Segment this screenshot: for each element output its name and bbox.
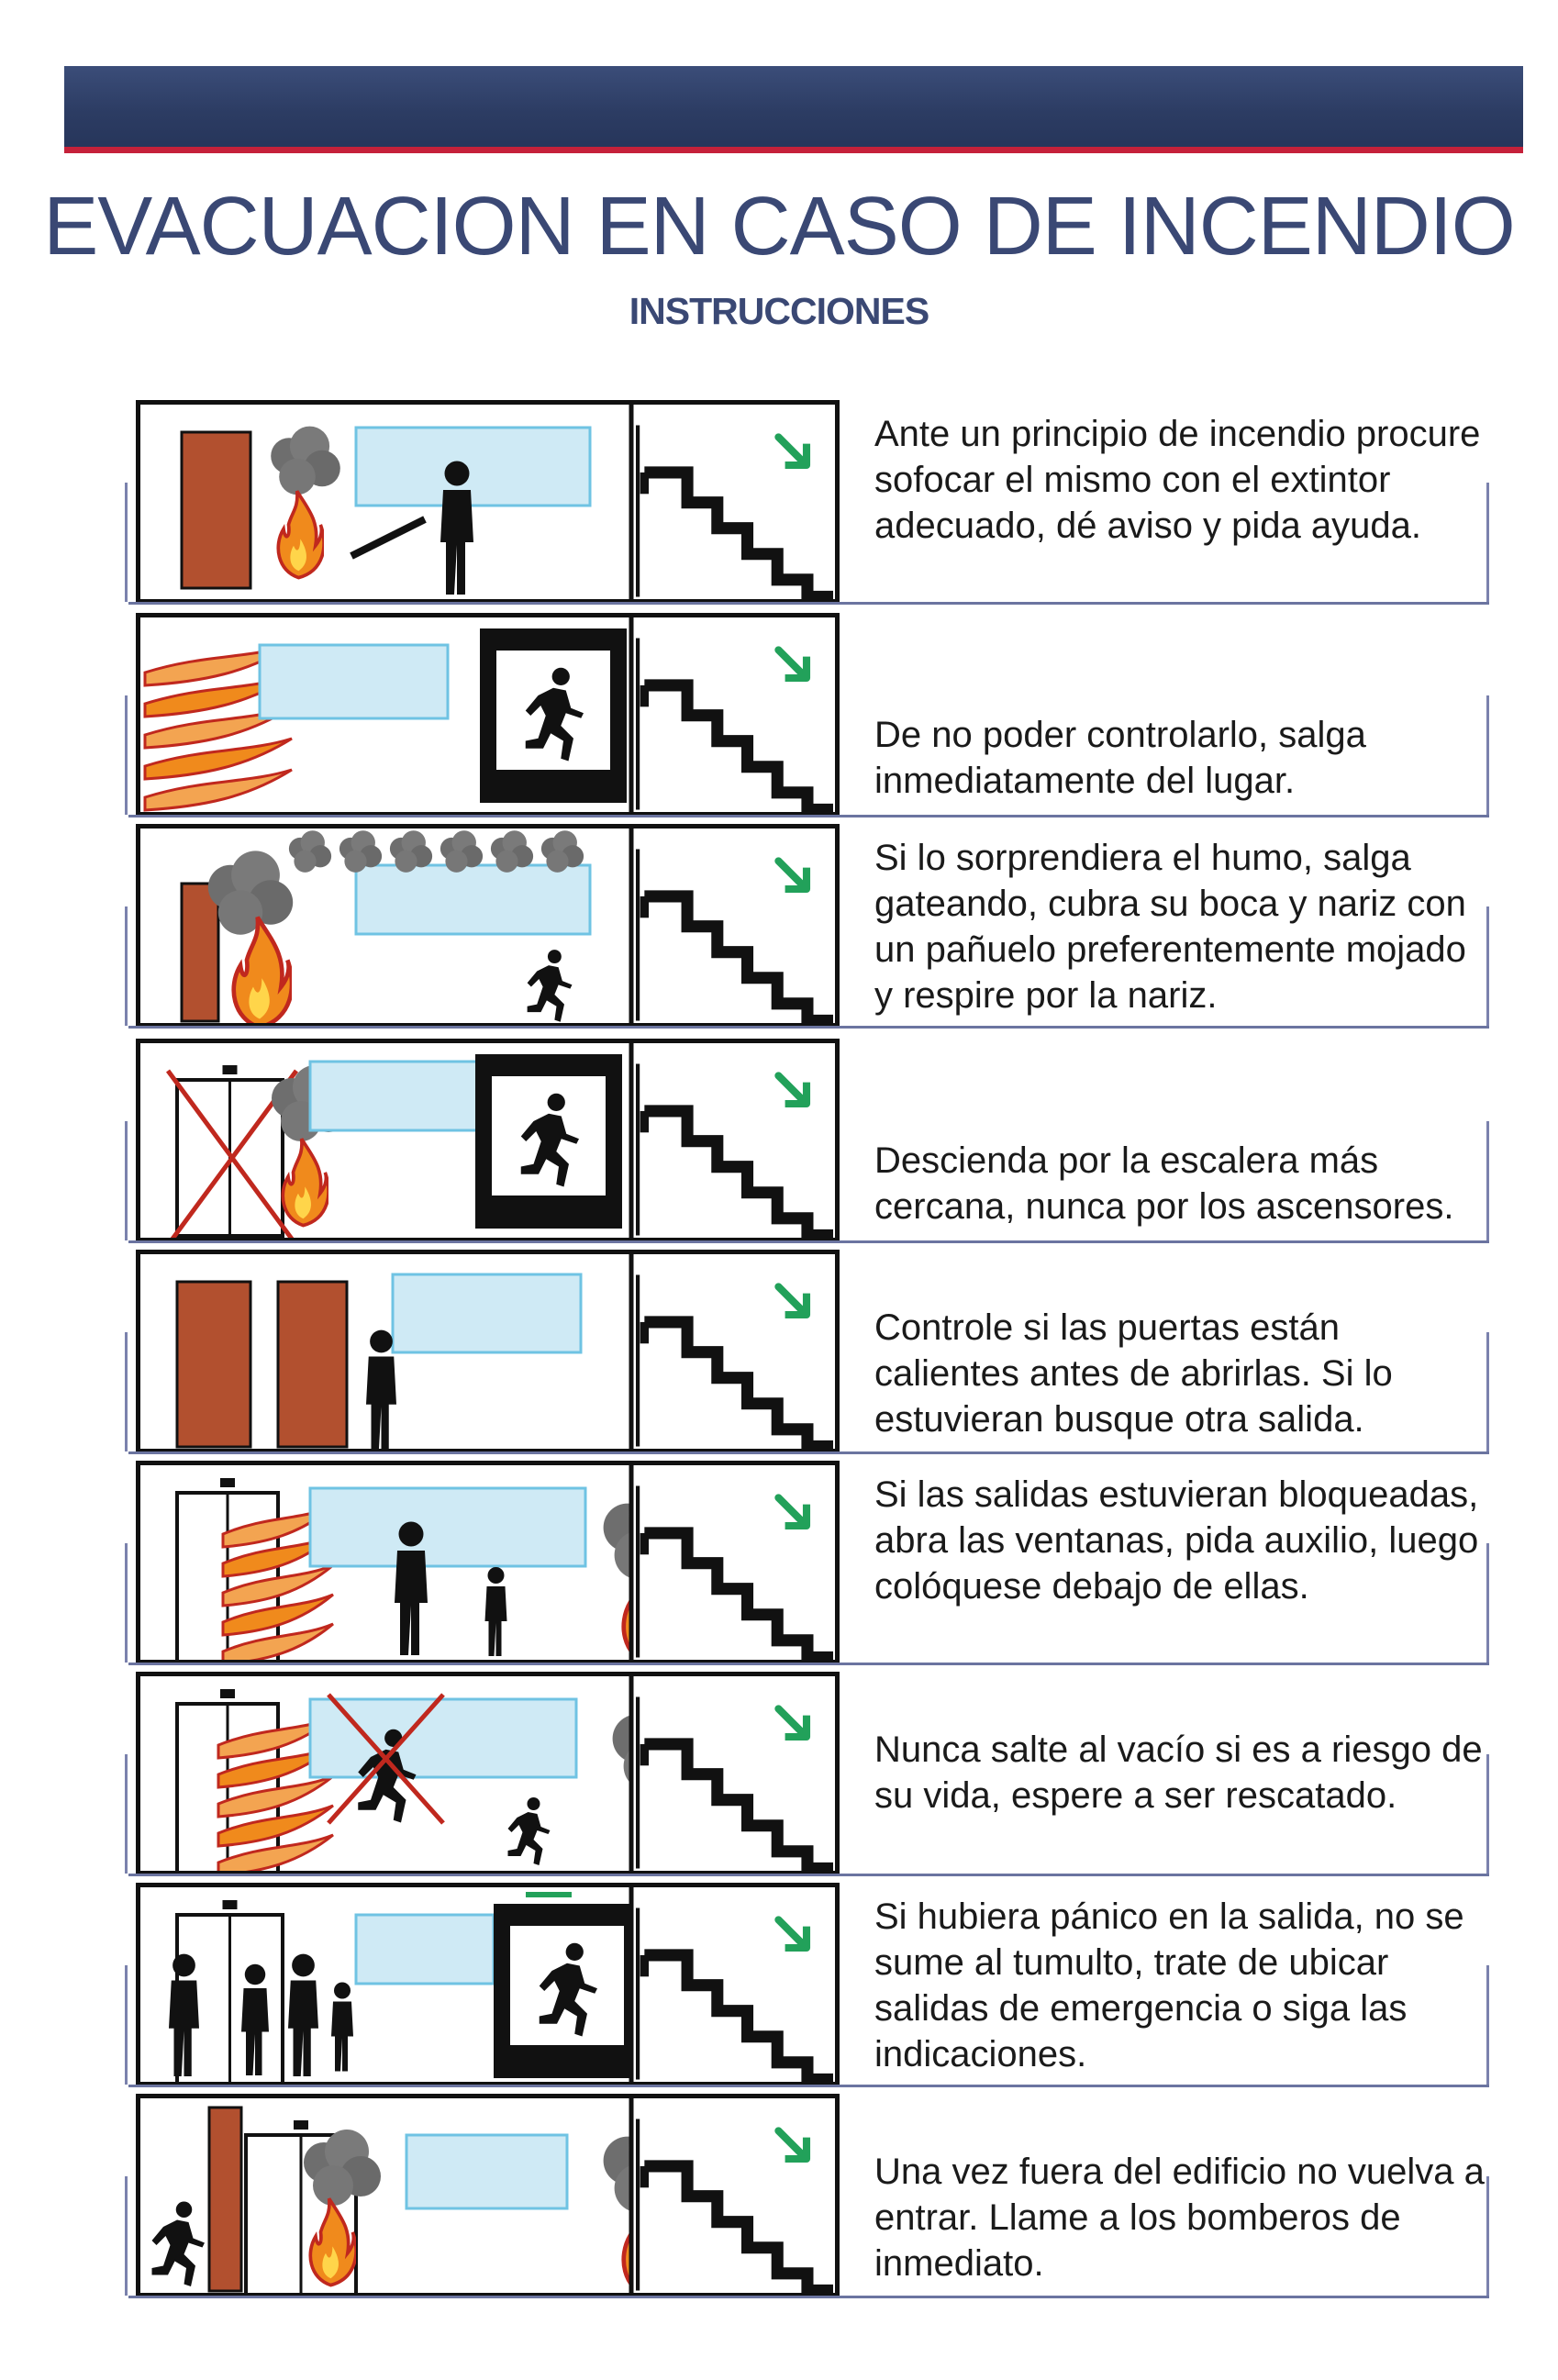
- scene-window-help: [140, 1465, 835, 1660]
- left-border-line: [125, 1754, 128, 1874]
- scene-extinguisher: [140, 405, 835, 599]
- right-border-line: [1486, 1543, 1489, 1663]
- window: [310, 1699, 576, 1777]
- stairwell-bg: [631, 829, 835, 1023]
- instruction-row: [0, 1672, 1558, 1883]
- extinguisher-hose: [351, 519, 425, 556]
- smoke-icon: [208, 851, 293, 934]
- scene-no-elevator: [140, 1043, 835, 1238]
- stairwell-bg: [631, 1043, 835, 1238]
- door: [182, 884, 218, 1021]
- instruction-text: Si lo sorprendiera el humo, salga gateando, cubra su boca y nariz con un pañuelo preferentemente mojado y respire por la nariz.: [874, 838, 1466, 1016]
- elevator-indicator: [294, 2120, 308, 2130]
- smoke-icon: [390, 830, 432, 873]
- instruction-illustration: [136, 1039, 840, 1242]
- instruction-row: [0, 1250, 1558, 1461]
- door: [182, 432, 250, 588]
- instruction-illustration: [136, 824, 840, 1028]
- fire-icon: [283, 1139, 328, 1225]
- scene-crawl-smoke: [140, 829, 835, 1023]
- instruction-row: [0, 1883, 1558, 2094]
- smoke-icon: [339, 830, 382, 873]
- instruction-row: [0, 613, 1558, 824]
- window: [260, 645, 448, 718]
- instruction-text: Una vez fuera del edificio no vuelva a entrar. Llame a los bomberos de inmediato.: [874, 2152, 1485, 2284]
- row-underline: [128, 815, 1489, 817]
- instruction-illustration: [136, 1672, 840, 1875]
- stairwell-bg: [631, 1465, 835, 1660]
- window: [393, 1274, 581, 1352]
- instruction-text: Si las salidas estuvieran bloqueadas, abra las ventanas, pida auxilio, luego colóquese debajo de ellas.: [874, 1474, 1479, 1607]
- scene-do-not-return: [140, 2098, 835, 2293]
- instruction-row: [0, 1039, 1558, 1250]
- stairwell-bg: [631, 405, 835, 599]
- child-icon: [485, 1567, 507, 1656]
- stairwell-bg: [631, 1887, 835, 2082]
- right-border-line: [1486, 1121, 1489, 1240]
- header-accent-line: [64, 147, 1523, 153]
- left-border-line: [125, 906, 128, 1026]
- person-icon: [331, 1983, 353, 2072]
- instruction-text: Controle si las puertas están calientes antes de abrirlas. Si lo estuvieran busque otra salida.: [874, 1307, 1393, 1440]
- row-underline: [128, 602, 1489, 605]
- right-border-line: [1486, 2176, 1489, 2296]
- left-border-line: [125, 695, 128, 815]
- scene-panic: [140, 1887, 835, 2082]
- elevator-indicator: [220, 1478, 235, 1487]
- left-border-line: [125, 1121, 128, 1240]
- elevator-indicator: [220, 1689, 235, 1698]
- stairwell-bg: [631, 617, 835, 812]
- left-border-line: [125, 1543, 128, 1663]
- crawling-person-icon: [508, 1797, 551, 1865]
- instruction-illustration: [136, 1461, 840, 1664]
- stairwell-bg: [631, 1254, 835, 1449]
- smoke-icon: [289, 830, 331, 873]
- instruction-row: [0, 400, 1558, 611]
- instruction-illustration: [136, 1883, 840, 2086]
- row-underline: [128, 1663, 1489, 1665]
- right-border-line: [1486, 1332, 1489, 1451]
- right-border-line: [1486, 906, 1489, 1026]
- elevator-indicator: [223, 1065, 238, 1074]
- smoke-icon: [491, 830, 533, 873]
- left-border-line: [125, 2176, 128, 2296]
- instruction-text: Ante un principio de incendio procure sofocar el mismo con el extintor adecuado, dé aviso y pida ayuda.: [874, 414, 1481, 546]
- walking-person-icon: [152, 2202, 206, 2287]
- window: [406, 2135, 567, 2208]
- stairwell-bg: [631, 2098, 835, 2293]
- page-title: EVACUACION EN CASO DE INCENDIO: [43, 181, 1515, 272]
- crawling-person-icon: [528, 950, 573, 1022]
- smoke-icon: [440, 830, 483, 873]
- instruction-text: De no poder controlarlo, salga inmediatamente del lugar.: [874, 715, 1366, 801]
- header-bar: [64, 66, 1523, 150]
- row-underline: [128, 2085, 1489, 2087]
- left-border-line: [125, 1965, 128, 2085]
- window: [310, 1062, 480, 1130]
- left-border-line: [125, 1332, 128, 1451]
- right-border-line: [1486, 483, 1489, 602]
- row-underline: [128, 1451, 1489, 1454]
- row-underline: [128, 1026, 1489, 1029]
- right-border-line: [1486, 1754, 1489, 1874]
- scene-no-jump: [140, 1676, 835, 1871]
- row-underline: [128, 1240, 1489, 1243]
- window: [356, 865, 590, 934]
- scene-exit-run: [140, 617, 835, 812]
- stairwell-bg: [631, 1676, 835, 1871]
- instruction-illustration: [136, 400, 840, 604]
- row-underline: [128, 2296, 1489, 2298]
- instruction-text: Descienda por la escalera más cercana, nunca por los ascensores.: [874, 1140, 1454, 1227]
- instruction-row: [0, 2094, 1558, 2305]
- window: [356, 428, 590, 506]
- scene-touch-door: [140, 1254, 835, 1449]
- instruction-illustration: [136, 613, 840, 817]
- door-left: [177, 1282, 250, 1447]
- row-underline: [128, 1874, 1489, 1876]
- instruction-text: Nunca salte al vacío si es a riesgo de su vida, espere a ser rescatado.: [874, 1729, 1483, 1816]
- building-edge: [209, 2108, 241, 2291]
- right-border-line: [1486, 695, 1489, 815]
- smoke-icon: [541, 830, 584, 873]
- fire-icon: [278, 491, 324, 577]
- left-border-line: [125, 483, 128, 602]
- smoke-icon: [271, 427, 340, 495]
- instruction-row: [0, 1461, 1558, 1672]
- window: [310, 1488, 585, 1566]
- instruction-text: Si hubiera pánico en la salida, no se sume al tumulto, trate de ubicar salidas de emergencia o siga las indicaciones.: [874, 1896, 1464, 2074]
- page-subtitle: INSTRUCCIONES: [629, 290, 929, 332]
- window: [356, 1915, 494, 1984]
- instruction-illustration: [136, 1250, 840, 1453]
- instruction-row: [0, 824, 1558, 1035]
- instruction-illustration: [136, 2094, 840, 2297]
- right-border-line: [1486, 1965, 1489, 2085]
- person-icon: [288, 1954, 318, 2076]
- door-right: [278, 1282, 347, 1447]
- elevator-indicator: [223, 1900, 238, 1909]
